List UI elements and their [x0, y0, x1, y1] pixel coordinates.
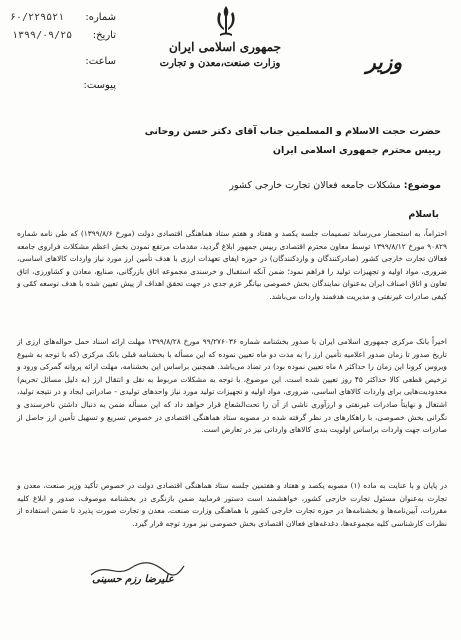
- time-label: ساعت:: [85, 56, 116, 67]
- body-paragraph-3: در پایان و با عنایت به ماده (۱) مصوبه یکصد و هفتاد و هفتمین جلسه ستاد هماهنگی اقتصادی دولت در خصوص تأکید وزیر صنعت، معدن و تجارت به‌عنوان مسئول تجارت خارجی کشور، خواهشمند است دستور فرمایید ضمن بازنگری در بخشنامه موصوف، صدور و ابلاغ کلیه مقررات، آیین‌نامه‌ها و بخشنامه‌ها در حوزه تجارت خارجی کشور با هماهنگی وزارت صنعت، معدن و تجارت صورت پذیرد تا ضمن استفاده از نظرات کارشناسی کلیه مجموعه‌ها، دغدغه‌های فعالان اقتصادی بخش خصوصی نیز مورد توجه قرار گیرد.: [17, 481, 447, 528]
- body-paragraph-1: احتراماً، به استحضار می‌رساند تصمیمات جلسه یکصد و هفتاد و هفتم ستاد هماهنگی اقتصادی دولت (مورخ ۱۳۹۹/۸/۶) که طی نامه شماره ۹۰۸۲۹ مورخ ۱۳۹۹/۸/۱۲ توسط معاون محترم اقتصادی رییس جمهور ابلاغ گردید، مقدمات مرتفع نمودن بخش اعظم مشکلات فراروی جامعه فعالان تجارت خارجی کشور (صادرکنندگان و واردکنندگان) در حوزه ایفای تعهدات ارزی با هدف تأمین ارز مورد نیاز واردات کالاهای اساسی، ضروری، مواد اولیه و تجهیزات تولید را فراهم نمود؛ ضمن آنکه استقبال و خرسندی مجموعه اتاق بازرگانی، صنایع، معادن و کشاورزی، اتاق تعاون و اتاق اصناف ایران به‌عنوان نمایندگان بخش خصوصی بیانگر عزم جدی در جهت تحقق اهداف از پیش تعیین شده با هدف توسعه کمّی و کیفی صادرات غیرنفتی و مدیریت هدفمند واردات می‌باشد.: [17, 229, 447, 301]
- addressee-line-2: رییس محترم جمهوری اسلامی ایران: [272, 145, 441, 156]
- subject-label: موضوع:: [403, 180, 441, 191]
- subject-text: مشکلات جامعه فعالان تجارت خارجی کشور: [229, 180, 401, 191]
- minister-label: وزیر: [366, 50, 402, 74]
- republic-title: جمهوری اسلامی ایران: [168, 40, 282, 54]
- signatory-name: علیرضا رزم حسینی: [92, 574, 174, 585]
- addressee-line-1: حضرت حجت الاسلام و المسلمین جناب آقای دکتر حسن روحانی: [144, 126, 441, 137]
- number-label: شماره:: [85, 12, 116, 23]
- date-label: تاریخ:: [92, 30, 116, 41]
- letter-number: ۶۰/۲۲۹۵۲۱: [10, 12, 65, 23]
- greeting: باسلام: [408, 209, 439, 220]
- subject-line: [20, 180, 441, 191]
- iran-emblem-icon: [211, 4, 241, 38]
- letter-date: ۱۳۹۹/۰۹/۲۵: [12, 30, 73, 41]
- body-paragraph-2: اخیراً بانک مرکزی جمهوری اسلامی ایران با صدور بخشنامه شماره ۹۹/۲۷۶۰۳۶ مورخ ۱۳۹۹/۸/۲۸ مهلت ارائه اسناد حمل حواله‌های ارزی از تاریخ صدور تا زمان صدور اعلامیه تأمین ارز را به مدت دو ماه تعیین نموده که این مسأله با بخشنامه قبلی بانک مرکزی (که با توجه به شیوع ویروس کرونا این زمان را حداکثر ۸ ماه تعیین نموده بود) در تضاد می‌باشد. همچنین براساس این بخشنامه، مهلت ارائه پروانه گمرکی ورود و ترخیص قطعی کالا حداکثر ۴۵ روز تعیین شده است. این موضوع، با توجه به مشکلات مربوط به نقل و انتقال ارز (به دلیل مسائل تحریم) محدودیت‌هایی برای واردات کالاهای اساسی، ضروری، مواد اولیه و تجهیزات تولید مورد نیاز واحدهای تولیدی - صادراتی ایجاد و در نتیجه تولید، اشتغال و نهایتاً صادرات غیرنفتی و ارزآوری ناشی از آن را تحت‌الشعاع قرار خواهد داد که این مسأله ضمن به دنبال داشتن ناخرسندی و نگرانی بخش خصوصی، با راهکارهای در نظر گرفته شده در مصوبه ستاد هماهنگی اقتصادی در خصوص تسریع و تسهیل تأمین ارز حاصل از صادرات جهت واردات براساس اولویت بندی کالاهای وارداتی نیز در تعارض است.: [17, 337, 447, 435]
- attachment-label: پیوست:: [83, 80, 116, 91]
- ministry-title: وزارت صنعت،معدن و تجارت: [159, 58, 281, 69]
